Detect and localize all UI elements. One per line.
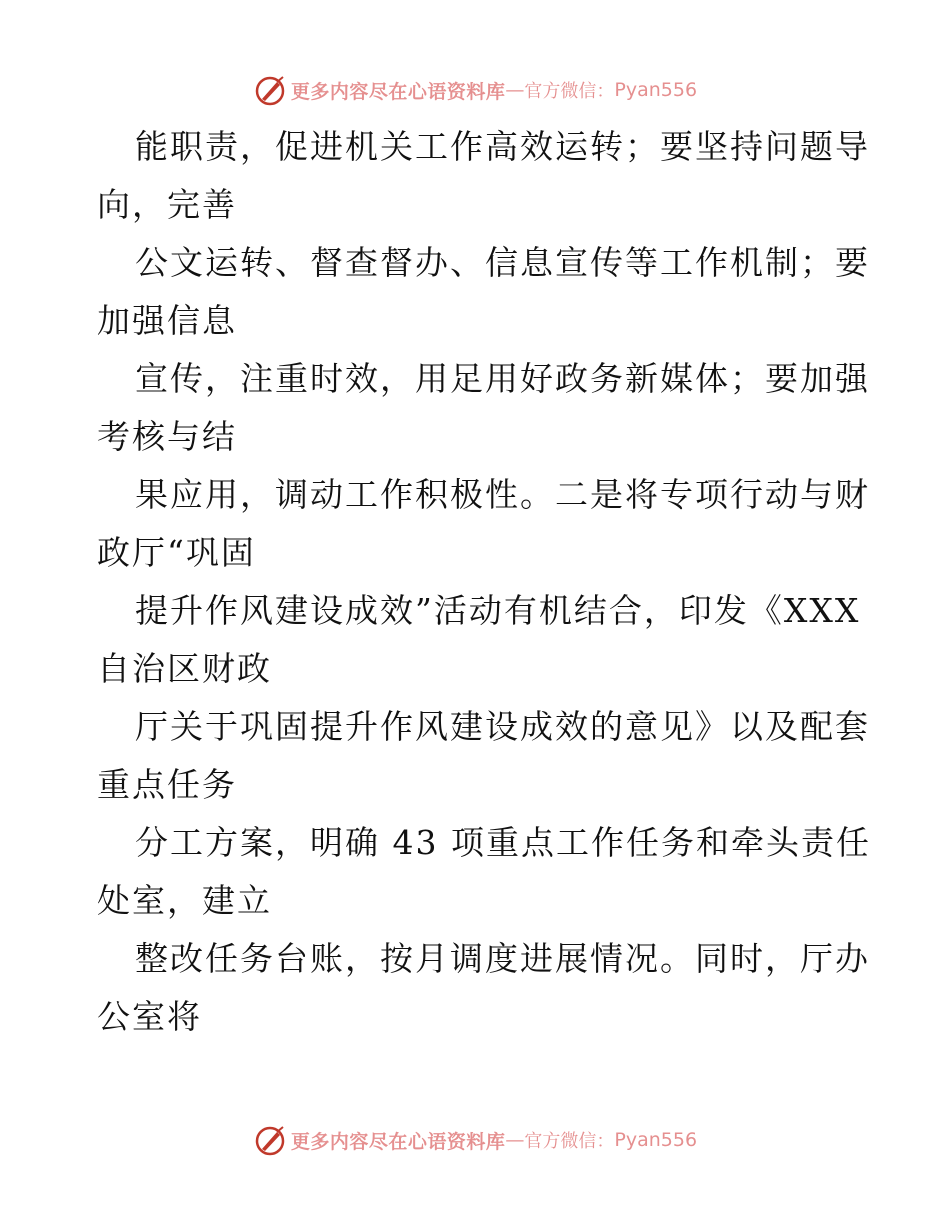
body-line: 公文运转、督查督办、信息宣传等工作机制；要 bbox=[135, 243, 870, 282]
header-banner bbox=[0, 70, 950, 110]
document-body bbox=[97, 118, 871, 1046]
quill-logo-icon bbox=[253, 1123, 287, 1157]
footer-account: Pyan556 bbox=[614, 1129, 698, 1151]
body-line: 整改任务台账，按月调度进展情况。同时，厅办 bbox=[135, 939, 870, 978]
header-title: 更多内容尽在心语资料库 bbox=[290, 80, 506, 103]
body-line: 处室，建立 bbox=[97, 881, 272, 920]
quill-logo-icon bbox=[253, 73, 287, 107]
header-account: Pyan556 bbox=[614, 79, 698, 101]
body-line: 重点任务 bbox=[97, 765, 237, 804]
header-subtitle: 官方微信： bbox=[524, 81, 615, 102]
body-line: 果应用，调动工作积极性。二是将专项行动与财 bbox=[135, 475, 870, 514]
body-line: 向，完善 bbox=[97, 185, 237, 224]
body-line: 公室将 bbox=[97, 997, 202, 1036]
body-line: 厅关于巩固提升作风建设成效的意见》以及配套 bbox=[135, 707, 870, 746]
body-line: 提升作风建设成效”活动有机结合，印发《XXX bbox=[135, 591, 861, 630]
footer-subtitle: 官方微信： bbox=[524, 1131, 615, 1152]
body-line: 考核与结 bbox=[97, 417, 237, 456]
body-line: 政厅“巩固 bbox=[97, 533, 256, 572]
footer-banner bbox=[0, 1120, 950, 1160]
body-line: 宣传，注重时效，用足用好政务新媒体；要加强 bbox=[135, 359, 870, 398]
footer-separator: — bbox=[505, 1129, 525, 1151]
body-line: 分工方案，明确 43 项重点工作任务和牵头责任 bbox=[135, 823, 871, 862]
body-line: 自治区财政 bbox=[97, 649, 272, 688]
header-separator: — bbox=[505, 79, 525, 101]
footer-title: 更多内容尽在心语资料库 bbox=[290, 1130, 506, 1153]
body-line: 能职责，促进机关工作高效运转；要坚持问题导 bbox=[135, 127, 870, 166]
body-line: 加强信息 bbox=[97, 301, 237, 340]
